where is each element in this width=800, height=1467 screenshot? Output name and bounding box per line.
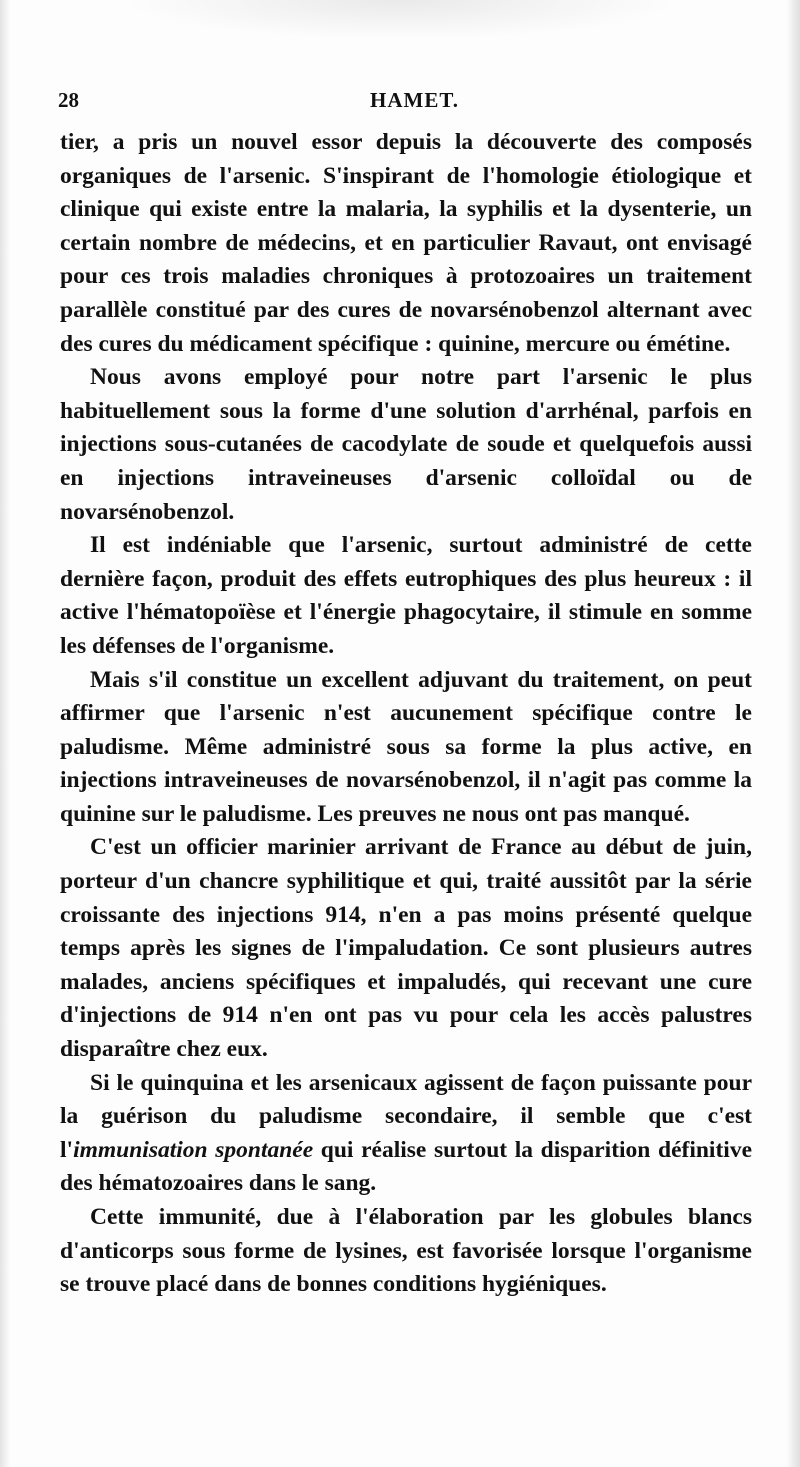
running-title: HAMET.	[370, 88, 460, 112]
paragraph: tier, a pris un nouvel essor depuis la découverte des composés organiques de l'arsenic. S'inspirant de l'homologie étiologique et clinique qui existe entre la malaria, la syphilis et la dysenterie, un certain nombre de médecins, et en particulier Ravaut, ont envisagé pour ces trois maladies chroniques à protozoaires un traitement parallèle constitué par des cures de novarsénobenzol alternant avec des cures du médicament spécifique : quinine, mercure ou émétine.	[60, 129, 752, 357]
paragraph: C'est un officier marinier arrivant de France au début de juin, porteur d'un chancre syphilitique et qui, traité aussitôt par la série croissante des injections 914, n'en a pas moins présenté quelque temps après les signes de l'impaludation. Ce sont plusieurs autres malades, anciens spécifiques et impaludés, qui recevant une cure d'injections de 914 n'en ont pas vu pour cela les accès palustres disparaître chez eux.	[60, 834, 752, 1063]
scan-shadow-right	[786, 0, 800, 1467]
italic-emphasis: immunisation spontanée	[73, 1136, 314, 1163]
paragraph: Mais s'il constitue un excellent adjuvant du traitement, on peut affirmer que l'arsenic n'est aucunement spécifique contre le paludisme. Même administré sous sa forme la plus active, en injections intraveineuses de novarsénobenzol, il n'agit pas comme la quinine sur le paludisme. Les preuves ne nous ont pas manqué.	[60, 666, 752, 827]
scan-noise-top	[120, 0, 680, 40]
paragraph-text-before: Si le quinquina et les arsenicaux agissent de façon puissante pour la guérison du paludisme secondaire, il semble que c'est l'	[60, 1069, 752, 1163]
page-number: 28	[58, 88, 79, 112]
scan-shadow-left	[0, 0, 10, 1467]
running-head	[58, 88, 758, 116]
body-text	[60, 126, 752, 1302]
paragraph: Il est indéniable que l'arsenic, surtout administré de cette dernière façon, produit des effets eutrophiques des plus heureux : il active l'hématopoïèse et l'énergie phagocytaire, il stimule en somme les défenses de l'organisme.	[60, 532, 752, 659]
paragraph	[60, 1067, 752, 1201]
paragraph: Cette immunité, due à l'élaboration par les globules blancs d'anticorps sous forme de lysines, est favorisée lorsque l'organisme se trouve placé dans de bonnes conditions hygiéniques.	[60, 1204, 752, 1298]
paragraph: Nous avons employé pour notre part l'arsenic le plus habituellement sous la forme d'une solution d'arrhénal, parfois en injections sous-cutanées de cacodylate de soude et quelquefois aussi en injections intraveineuses d'arsenic colloïdal ou de novarsénobenzol.	[60, 364, 752, 525]
paragraph-text-after: qui réalise surtout la disparition définitive des hématozoaires dans le sang.	[60, 1136, 752, 1197]
